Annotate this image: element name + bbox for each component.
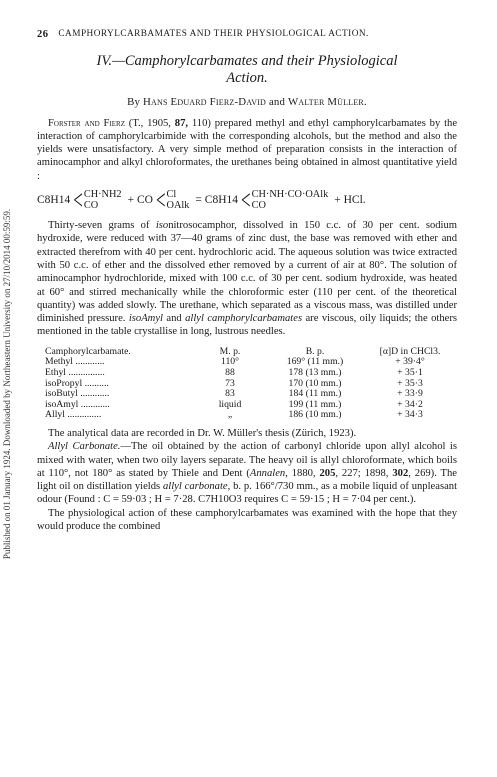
paragraph-physiological: The physiological action of these camphorylcarbamates was examined with the hope that they would produce the combined bbox=[37, 507, 457, 532]
eq-right-top: CH·NH·CO·OAlk bbox=[251, 189, 329, 201]
cell-mp: „ bbox=[227, 409, 233, 421]
cell-rotation: + 34·2 bbox=[397, 398, 423, 410]
cell-mp: liquid bbox=[218, 398, 242, 410]
cell-mp: 83 bbox=[225, 388, 235, 400]
cell-bp: 184 (11 mm.) bbox=[288, 388, 342, 400]
page-number: 26 bbox=[37, 29, 49, 40]
running-header bbox=[37, 28, 457, 41]
eq-equals: = C8H14 bbox=[195, 193, 239, 206]
text-run: Thirty-seven grams of bbox=[48, 220, 150, 232]
cell-mp: 73 bbox=[225, 377, 235, 389]
page-content bbox=[37, 28, 457, 533]
text-run: , b. p. 166°/730 mm., as a mobile liquid of unpleasant odour (Found : C = 59·03 ; H = 7·28. C7H10O3 requires C = 59·15 ; H = 7·04 per cent.). bbox=[37, 481, 458, 506]
cell-rotation: + 35·3 bbox=[397, 377, 423, 389]
col-header-mp: M. p. bbox=[219, 345, 241, 357]
bracket-glyph: < bbox=[241, 184, 251, 215]
text-run: nitrosocamphor, dissolved in 150 c.c. of 30 per cent. sodium hydroxide, were reduced with 37—40 grams of zinc dust, the base was removed with ether and extracted therefrom with 40 per cent. hydrochloric acid. The aqueous solution was twice extracted with 50 c.c. of ether and the dissolved ether removed by a current of air at 80°. The solution of aminocamphor hydrochloride, mixed with 100 c.c. of 30 per cent. sodium hydroxide, was heated at 60° and stirred mechanically while the chloroformic ester (110 per cent. of the theoretical quantity) was added slowly. The urethane, which separated as a viscous mass, was distilled under diminished pressure. bbox=[37, 220, 458, 325]
volume-number: 302 bbox=[392, 467, 409, 479]
section-lead: Allyl Carbonate. bbox=[48, 441, 121, 453]
cell-bp: 178 (13 mm.) bbox=[288, 366, 342, 378]
bracket-glyph: < bbox=[155, 184, 166, 215]
text-run: —The oil obtained by the action of carbonyl chloride upon allyl alcohol is mixed with water, when two oily layers separate. The heavy oil is allyl chloroformate, which boils at 110°, not 180° as stated by Thiele and Dent ( bbox=[37, 441, 457, 479]
eq-right-bottom: CO bbox=[251, 199, 266, 211]
cell-compound: isoPropyl .......... bbox=[45, 377, 109, 389]
text-run: and bbox=[166, 313, 182, 325]
title-line-2: Action. bbox=[226, 70, 268, 87]
paragraph-preparation bbox=[37, 219, 457, 339]
byline-by: By bbox=[127, 96, 141, 109]
author-2: Walter Müller. bbox=[288, 96, 367, 109]
table-row bbox=[45, 357, 455, 368]
author-1: Hans Eduard Fierz-David bbox=[143, 96, 267, 109]
col-header-compound: Camphorylcarbamate. bbox=[45, 345, 131, 357]
cell-compound: Allyl .............. bbox=[45, 409, 102, 421]
download-stamp: Published on 01 January 1924. Downloaded by Northeastern University on 27/10/2014 00:59:59. bbox=[2, 208, 12, 560]
cell-rotation: + 33·9 bbox=[397, 388, 423, 400]
eq-mid-top: Cl bbox=[166, 189, 177, 201]
cell-compound: isoButyl ............ bbox=[45, 388, 110, 400]
table-row bbox=[45, 400, 455, 411]
text-run: , 227; 1898, bbox=[335, 467, 389, 479]
byline-and: and bbox=[268, 96, 286, 109]
cell-bp: 186 (10 mm.) bbox=[288, 409, 342, 421]
eq-left-top: CH·NH2 bbox=[83, 189, 122, 201]
eq-right-group bbox=[240, 184, 329, 215]
text-run: , 1880, bbox=[285, 467, 316, 479]
cited-authors: Forster and Fierz bbox=[48, 117, 125, 129]
cell-compound: Methyl ............ bbox=[45, 356, 105, 368]
properties-table bbox=[45, 347, 455, 421]
intro-text: 110) prepared methyl and ethyl camphorylcarbamates by the interaction of camphorylcarbimide with the corresponding alcohols, but the method and also the yields were unsatisfactory. A very simple method of preparation consists in the interaction of aminocamphor and alkyl chloroformates, the urethanes being obtained in almost quantitative yield : bbox=[37, 117, 458, 182]
ref-open: (T., 1905, bbox=[128, 117, 171, 129]
paragraph-analytical: The analytical data are recorded in Dr. W. Müller's thesis (Zürich, 1923). bbox=[48, 427, 357, 439]
table-row bbox=[45, 368, 455, 379]
cell-bp: 170 (10 mm.) bbox=[288, 377, 342, 389]
eq-tail: + HCl. bbox=[334, 193, 366, 206]
cell-rotation: + 34·3 bbox=[397, 409, 423, 421]
article-title bbox=[37, 53, 457, 87]
col-header-bp: B. p. bbox=[305, 345, 325, 357]
cell-bp: 169° (11 mm.) bbox=[286, 356, 344, 368]
eq-left-bottom: CO bbox=[83, 199, 99, 211]
eq-mid-group bbox=[155, 184, 190, 215]
ref-volume: 87, bbox=[174, 117, 189, 129]
cell-rotation: + 39·4° bbox=[395, 356, 425, 368]
table-row bbox=[45, 410, 455, 421]
paragraph-allyl-carbonate bbox=[37, 440, 457, 506]
text-run: are viscous, oily liquids; the others mentioned in the table crystallise in long, lustrous needles. bbox=[37, 313, 457, 338]
italic-run: iso bbox=[155, 220, 169, 232]
byline bbox=[37, 96, 457, 109]
italic-run: isoAmyl bbox=[128, 313, 163, 325]
eq-left-group bbox=[72, 184, 122, 215]
cell-compound: isoAmyl ............ bbox=[45, 398, 110, 410]
eq-plus-co: + CO bbox=[127, 193, 153, 206]
cell-mp: 110° bbox=[220, 356, 240, 368]
col-header-rotation: [α]D in CHCl3. bbox=[379, 345, 441, 357]
cell-bp: 199 (11 mm.) bbox=[288, 398, 342, 410]
reaction-equation bbox=[37, 184, 457, 215]
eq-mid-bottom: OAlk bbox=[166, 199, 190, 211]
italic-run: allyl carbonate bbox=[163, 481, 228, 493]
cell-mp: 88 bbox=[225, 366, 235, 378]
title-line-1: IV.—Camphorylcarbamates and their Physiological bbox=[96, 53, 398, 70]
table-header-row bbox=[45, 347, 455, 358]
paragraph-intro bbox=[37, 117, 457, 183]
running-title: CAMPHORYLCARBAMATES AND THEIR PHYSIOLOGICAL ACTION. bbox=[58, 29, 369, 39]
text-run: , 269). The light oil on distillation yields bbox=[37, 467, 458, 493]
italic-run: allyl camphorylcarbamates bbox=[185, 313, 303, 325]
journal-name: Annalen bbox=[249, 467, 286, 479]
cell-rotation: + 35·1 bbox=[397, 366, 423, 378]
eq-left-base: C8H14 bbox=[37, 193, 71, 206]
bracket-glyph: < bbox=[73, 184, 83, 215]
cell-compound: Ethyl ............... bbox=[45, 366, 105, 378]
volume-number: 205 bbox=[319, 467, 336, 479]
